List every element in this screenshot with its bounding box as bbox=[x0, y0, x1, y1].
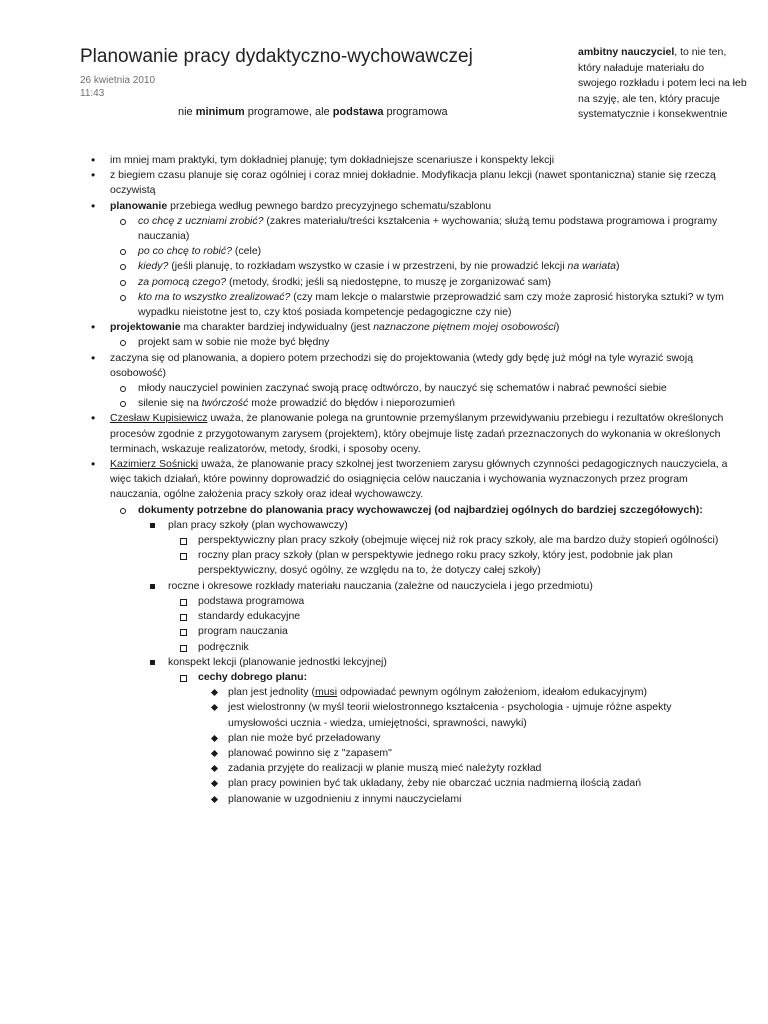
list-item: silenie się na twórczość może prowadzić do błędów i nieporozumień bbox=[112, 396, 730, 411]
list-item: kto ma to wszystko zrealizować? (czy mam lekcje o malarstwie przeprowadzić sam czy może zaprosić historyka sztuki? w tym wypadku nieistotne jest to, czy ktoś posiada kompetencje pedagogiczne czy nie) bbox=[112, 290, 730, 320]
list-item: konspekt lekcji (planowanie jednostki lekcyjnej) cechy dobrego planu: plan jest jednolity (musi odpowiadać pewnym ogólnym założeniom, ideałom edukacyjnym) jest wielostronny (w myśl teorii wielostronnego kształcenia - psychologia - ujmuje różne aspekty umysłowości ucznia - wiedza, umiejętności, sprawności, nawyki) plan nie może być przeładowany planować powinno się z "zapasem" zadania przyjęte do realizacji w planie muszą mieć należyty rozkład plan pracy powinien być tak układany, żeby nie obarczać ucznia nadmierną ilością zadań planowanie w uzgodnieniu z innymi nauczycielami bbox=[142, 655, 730, 807]
sub-list bbox=[142, 518, 730, 807]
list-item: projekt sam w sobie nie może być błędny bbox=[112, 335, 730, 350]
list-item: jest wielostronny (w myśl teorii wielostronnego kształcenia - psychologia - ujmuje różne aspekty umysłowości ucznia - wiedza, umiejętności, sprawności, nawyki) bbox=[202, 700, 730, 730]
list-item: dokumenty potrzebne do planowania pracy wychowawczej (od najbardziej ogólnych do bardziej szczegółowych): plan pracy szkoły (plan wychowawczy) perspektywiczny plan pracy szkoły (obejmuje więcej niż rok pracy szkoły, ale ma bardzo duży stopień ogólności) roczny plan pracy szkoły (plan w perspektywie jednego roku pracy szkoły, który jest, podobnie jak plan perspektywiczny, dosyć ogólny, ze względu na to, że dotyczy całej szkoły) roczne i okresowe rozkłady materiału nauczania (zależne od nauczyciela i jego przedmiotu) podstawa programowa standardy edukacyjne program nauczania podręcznik konspekt lekcji (planowanie jednostki lekcyjnej) cechy dobrego planu: plan jest jednolity (musi odpowiadać pewnym ogólnym założeniom, ideałom edukacyjnym) jest wielostronny (w myśl teorii wielostronnego kształcenia - psychologia - ujmuje różne aspekty umysłowości ucznia - wiedza, umiejętności, sprawności, nawyki) plan nie może być przeładowany planować powinno się z "zapasem" zadania przyjęte do realizacji w planie muszą mieć należyty rozkład plan pracy powinien być tak układany, żeby nie obarczać ucznia nadmierną ilością zadań planowanie w uzgodnieniu z innymi nauczycielami bbox=[112, 503, 730, 807]
list-item: • zaczyna się od planowania, a dopiero potem przechodzi się do projektowania (wtedy gdy będę już mógł na tyle wyrazić swoją osobowość) młody nauczyciel powinien zaczynać swoją pracę odtwórczo, by nauczyć się schematów i nabrać pewności siebie silenie się na twórczość może prowadzić do błędów i nieporozumień bbox=[82, 351, 730, 412]
list-item: podstawa programowa bbox=[172, 594, 730, 609]
list-item: • Kazimierz Sośnicki uważa, że planowanie pracy szkolnej jest tworzeniem zarysu głównych czynności pedagogicznych nauczyciela, a więc takich działań, które powinny doprowadzić do osiągnięcia celów nauczania i wychowania wyznaczonych przez program nauczania, ogólne założenia pracy szkoły oraz ideał wychowawczy. dokumenty potrzebne do planowania pracy wychowawczej (od najbardziej ogólnych do bardziej szczegółowych): plan pracy szkoły (plan wychowawczy) perspektywiczny plan pracy szkoły (obejmuje więcej niż rok pracy szkoły, ale ma bardzo duży stopień ogólności) roczny plan pracy szkoły (plan w perspektywie jednego roku pracy szkoły, który jest, podobnie jak plan perspektywiczny, dosyć ogólny, ze względu na to, że dotyczy całej szkoły) roczne i okresowe rozkłady materiału nauczania (zależne od nauczyciela i jego przedmiotu) podstawa programowa standardy edukacyjne program nauczania podręcznik konspekt lekcji (planowanie jednostki lekcyjnej) cechy dobrego planu: plan jest jednolity (musi odpowiadać pewnym ogólnym założeniom, ideałom edukacyjnym) jest wielostronny (w myśl teorii wielostronnego kształcenia - psychologia - ujmuje różne aspekty umysłowości ucznia - wiedza, umiejętności, sprawności, nawyki) plan nie może być przeładowany planować powinno się z "zapasem" zadania przyjęte do realizacji w planie muszą mieć należyty rozkład plan pracy powinien być tak układany, żeby nie obarczać ucznia nadmierną ilością zadań planowanie w uzgodnieniu z innymi nauczycielami bbox=[82, 457, 730, 807]
list-item: po co chcę to robić? (cele) bbox=[112, 244, 730, 259]
list-item: perspektywiczny plan pracy szkoły (obejmuje więcej niż rok pracy szkoły, ale ma bardzo duży stopień ogólności) bbox=[172, 533, 730, 548]
list-item: kiedy? (jeśli planuję, to rozkładam wszystko w czasie i w przestrzeni, by nie prowadzić lekcji na wariata) bbox=[112, 259, 730, 274]
side-note-line: na szyję, ale ten, który pracuje bbox=[578, 92, 720, 105]
author-name: Czesław Kupisiewicz bbox=[110, 412, 208, 425]
list-item: standardy edukacyjne bbox=[172, 609, 730, 624]
list-item: • projektowanie ma charakter bardziej indywidualny (jest naznaczone piętnem mojej osobowości) projekt sam w sobie nie może być błędny bbox=[82, 320, 730, 350]
list-item: plan nie może być przeładowany bbox=[202, 731, 730, 746]
sub-list bbox=[112, 214, 730, 320]
note-body bbox=[82, 153, 730, 807]
note-date: 26 kwietnia 2010 bbox=[80, 75, 156, 86]
list-item: program nauczania bbox=[172, 624, 730, 639]
list-item: plan pracy szkoły (plan wychowawczy) perspektywiczny plan pracy szkoły (obejmuje więcej niż rok pracy szkoły, ale ma bardzo duży stopień ogólności) roczny plan pracy szkoły (plan w perspektywie jednego roku pracy szkoły, który jest, podobnie jak plan perspektywiczny, dosyć ogólny, ze względu na to, że dotyczy całej szkoły) bbox=[142, 518, 730, 579]
list-item: • planowanie przebiega według pewnego bardzo precyzyjnego schematu/szablonu co chcę z uczniami zrobić? (zakres materiału/treści kształcenia + wychowania; służą temu podstawa programowa i programy nauczania) po co chcę to robić? (cele) kiedy? (jeśli planuję, to rozkładam wszystko w czasie i w przestrzeni, by nie prowadzić lekcji na wariata) za pomocą czego? (metody, środki; jeśli są niedostępne, to muszę je zorganizować sam) kto ma to wszystko zrealizować? (czy mam lekcje o malarstwie przeprowadzić sam czy może zaprosić historyka sztuki? w tym wypadku nieistotne jest to, czy ktoś posiada kompetencje pedagogiczne czy nie) bbox=[82, 199, 730, 321]
sub-list bbox=[112, 335, 730, 350]
sub-list bbox=[112, 381, 730, 411]
side-note-line: systematycznie i konsekwentnie bbox=[578, 108, 728, 120]
list-item: • im mniej mam praktyki, tym dokładniej planuję; tym dokładniejsze scenariusze i konspekty lekcji bbox=[82, 153, 730, 168]
note-timestamp bbox=[80, 74, 155, 100]
page-title: Planowanie pracy dydaktyczno-wychowawczej bbox=[80, 46, 473, 67]
list-item: za pomocą czego? (metody, środki; jeśli są niedostępne, to muszę je zorganizować sam) bbox=[112, 275, 730, 290]
list-item: zadania przyjęte do realizacji w planie muszą mieć należyty rozkład bbox=[202, 761, 730, 776]
list-item: planowanie w uzgodnieniu z innymi nauczycielami bbox=[202, 792, 730, 807]
sub-list bbox=[172, 594, 730, 655]
side-note-line: swojego rozkładu i potem leci na łeb bbox=[578, 77, 747, 89]
note-time: 11:43 bbox=[80, 88, 105, 99]
list-item: plan pracy powinien być tak układany, żeby nie obarczać ucznia nadmierną ilością zadań bbox=[202, 776, 730, 791]
sub-list bbox=[112, 503, 730, 807]
sub-list bbox=[202, 685, 730, 807]
list-item: cechy dobrego planu: plan jest jednolity (musi odpowiadać pewnym ogólnym założeniom, ideałom edukacyjnym) jest wielostronny (w myśl teorii wielostronnego kształcenia - psychologia - ujmuje różne aspekty umysłowości ucznia - wiedza, umiejętności, sprawności, nawyki) plan nie może być przeładowany planować powinno się z "zapasem" zadania przyjęte do realizacji w planie muszą mieć należyty rozkład plan pracy powinien być tak układany, żeby nie obarczać ucznia nadmierną ilością zadań planowanie w uzgodnieniu z innymi nauczycielami bbox=[172, 670, 730, 807]
list-item: planować powinno się z "zapasem" bbox=[202, 746, 730, 761]
bullet-list bbox=[82, 153, 730, 807]
list-item: roczne i okresowe rozkłady materiału nauczania (zależne od nauczyciela i jego przedmiotu) podstawa programowa standardy edukacyjne program nauczania podręcznik bbox=[142, 579, 730, 655]
list-item: podręcznik bbox=[172, 640, 730, 655]
side-note-line: ambitny nauczyciel, to nie ten, bbox=[578, 46, 727, 58]
side-note bbox=[578, 45, 768, 123]
list-item: • z biegiem czasu planuje się coraz ogólniej i coraz mniej dokładnie. Modyfikacja planu lekcji (nawet spontaniczna) stanie się rzeczą oczywistą bbox=[82, 168, 730, 198]
sub-list bbox=[172, 670, 730, 807]
sub-list bbox=[172, 533, 730, 579]
list-item: młody nauczyciel powinien zaczynać swoją pracę odtwórczo, by nauczyć się schematów i nabrać pewności siebie bbox=[112, 381, 730, 396]
list-item: roczny plan pracy szkoły (plan w perspektywie jednego roku pracy szkoły, który jest, podobnie jak plan perspektywiczny, dosyć ogólny, ze względu na to, że dotyczy całej szkoły) bbox=[172, 548, 730, 578]
list-item: • Czesław Kupisiewicz uważa, że planowanie polega na gruntownie przemyślanym przewidywaniu przebiegu i rezultatów określonych procesów zgodnie z przygotowanym zarysem (projektem), który obejmuje listę zadań przeznaczonych do wykonania w określonych terminach, wskazuje realizatorów, metody, środki, i sposoby oceny. bbox=[82, 411, 730, 457]
list-item: plan jest jednolity (musi odpowiadać pewnym ogólnym założeniom, ideałom edukacyjnym) bbox=[202, 685, 730, 700]
author-name: Kazimierz Sośnicki bbox=[110, 458, 199, 471]
side-note-line: który naładuje materiału do bbox=[578, 61, 705, 74]
program-note: nie minimum programowe, ale podstawa programowa bbox=[178, 106, 448, 118]
list-item: co chcę z uczniami zrobić? (zakres materiału/treści kształcenia + wychowania; służą temu podstawa programowa i programy nauczania) bbox=[112, 214, 730, 244]
